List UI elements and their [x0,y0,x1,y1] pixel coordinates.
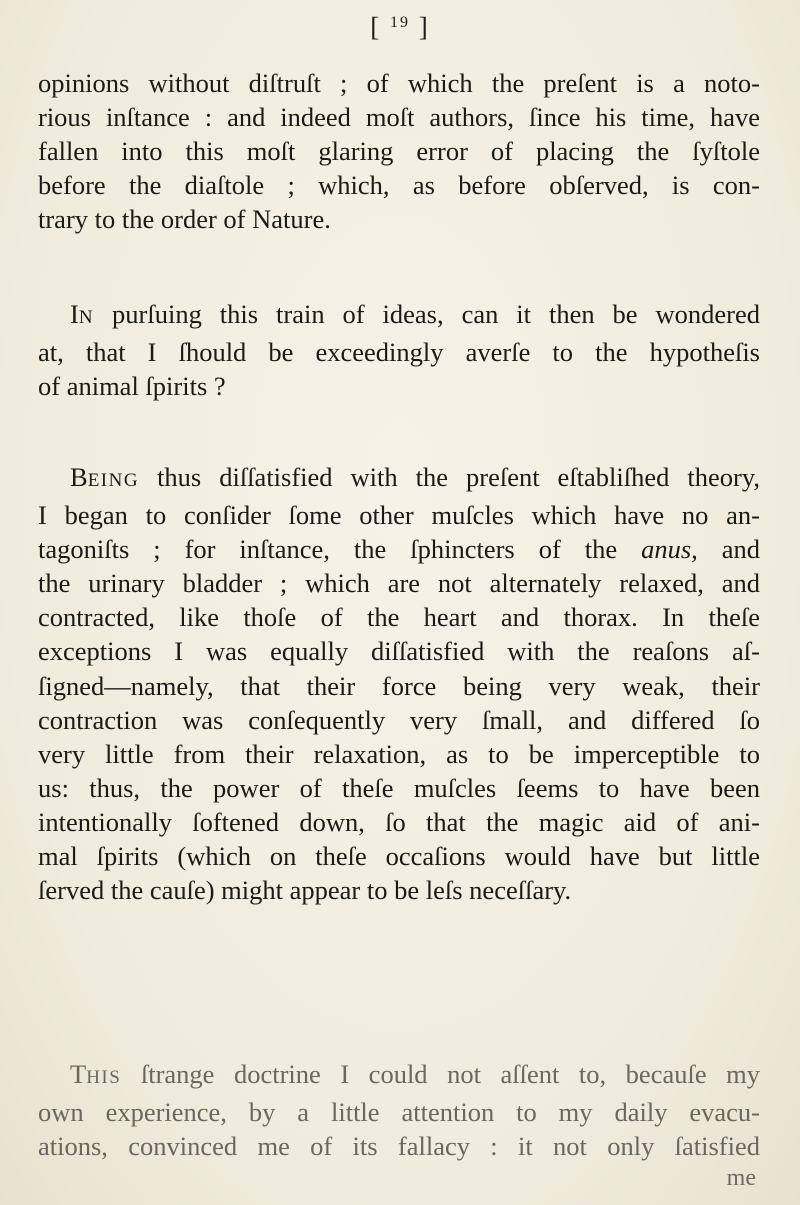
line-text: ſtrange doctrine I could not aſſent to, becauſe my [121,1059,760,1089]
text-line [38,460,760,498]
line-text: and [721,534,761,565]
text-line: rious inſtance : and indeed moſt authors, ſince his time, have [38,102,760,133]
line-text: tagoniſts ; for inſtance, the ſphincters of the [38,534,618,565]
small-caps-lead-rest: HIS [86,1067,122,1088]
small-caps-lead-first: I [70,299,79,329]
paragraph-1 [38,66,760,236]
small-caps-lead-first: B [70,462,88,492]
text-line: contracted, like thoſe of the heart and thorax. In theſe [38,602,760,633]
header-left-bracket: [ [370,12,382,42]
text-line: at, that I ſhould be exceedingly averſe to the hypotheſis [38,337,760,368]
text-line: opinions without diſtruſt ; of which the preſent is a noto- [38,68,760,98]
text-line: contraction was conſequently very ſmall, and differed ſo [38,704,760,735]
catchword: me [726,1165,756,1191]
italic-term: anus, [641,534,698,565]
text-line: us: thus, the power of theſe muſcles ſeems to have been [38,772,760,803]
line-text: thus diſſatisfied with the preſent eſtabliſhed theory, [139,462,760,492]
small-caps-lead-first: T [70,1059,87,1089]
text-line: own experience, by a little attention to my daily evacu- [38,1097,760,1128]
line-text: purſuing this train of ideas, can it then be wondered [94,299,760,329]
text-line: fallen into this moſt glaring error of placing the ſyſtole [38,136,760,167]
text-line [38,1057,760,1095]
text-line: intentionally ſoftened down, ſo that the magic aid of ani- [38,806,760,837]
text-line: ſerved the cauſe) might appear to be leſs neceſſary. [38,875,572,906]
small-caps-lead-rest: EING [87,470,140,491]
text-line: before the diaſtole ; which, as before obſerved, is con- [38,170,760,201]
text-line: ſigned—namely, that their force being very weak, their [38,670,760,701]
text-line: mal ſpirits (which on theſe occaſions would have but little [38,841,760,872]
text-line: ations, convinced me of its fallacy : it not only ſatisfied [38,1131,760,1162]
paragraph-4 [38,1057,760,1163]
paragraph-3 [38,460,760,907]
text-line: the urinary bladder ; which are not alternately relaxed, and [38,568,760,599]
paragraph-2 [38,297,760,403]
text-line: very little from their relaxation, as to be imperceptible to [38,738,760,769]
page-header [0,12,800,43]
page-number: 19 [390,14,410,31]
header-right-bracket: ] [418,12,430,42]
text-line [38,297,760,335]
text-line: exceptions I was equally diſſatisfied with the reaſons aſ- [38,636,760,667]
small-caps-lead-rest: N [78,307,95,328]
text-line [38,532,760,566]
text-line: trary to the order of Nature. [38,204,331,235]
text-line: I began to conſider ſome other muſcles which have no an- [38,500,760,531]
text-line: of animal ſpirits ? [38,371,226,402]
